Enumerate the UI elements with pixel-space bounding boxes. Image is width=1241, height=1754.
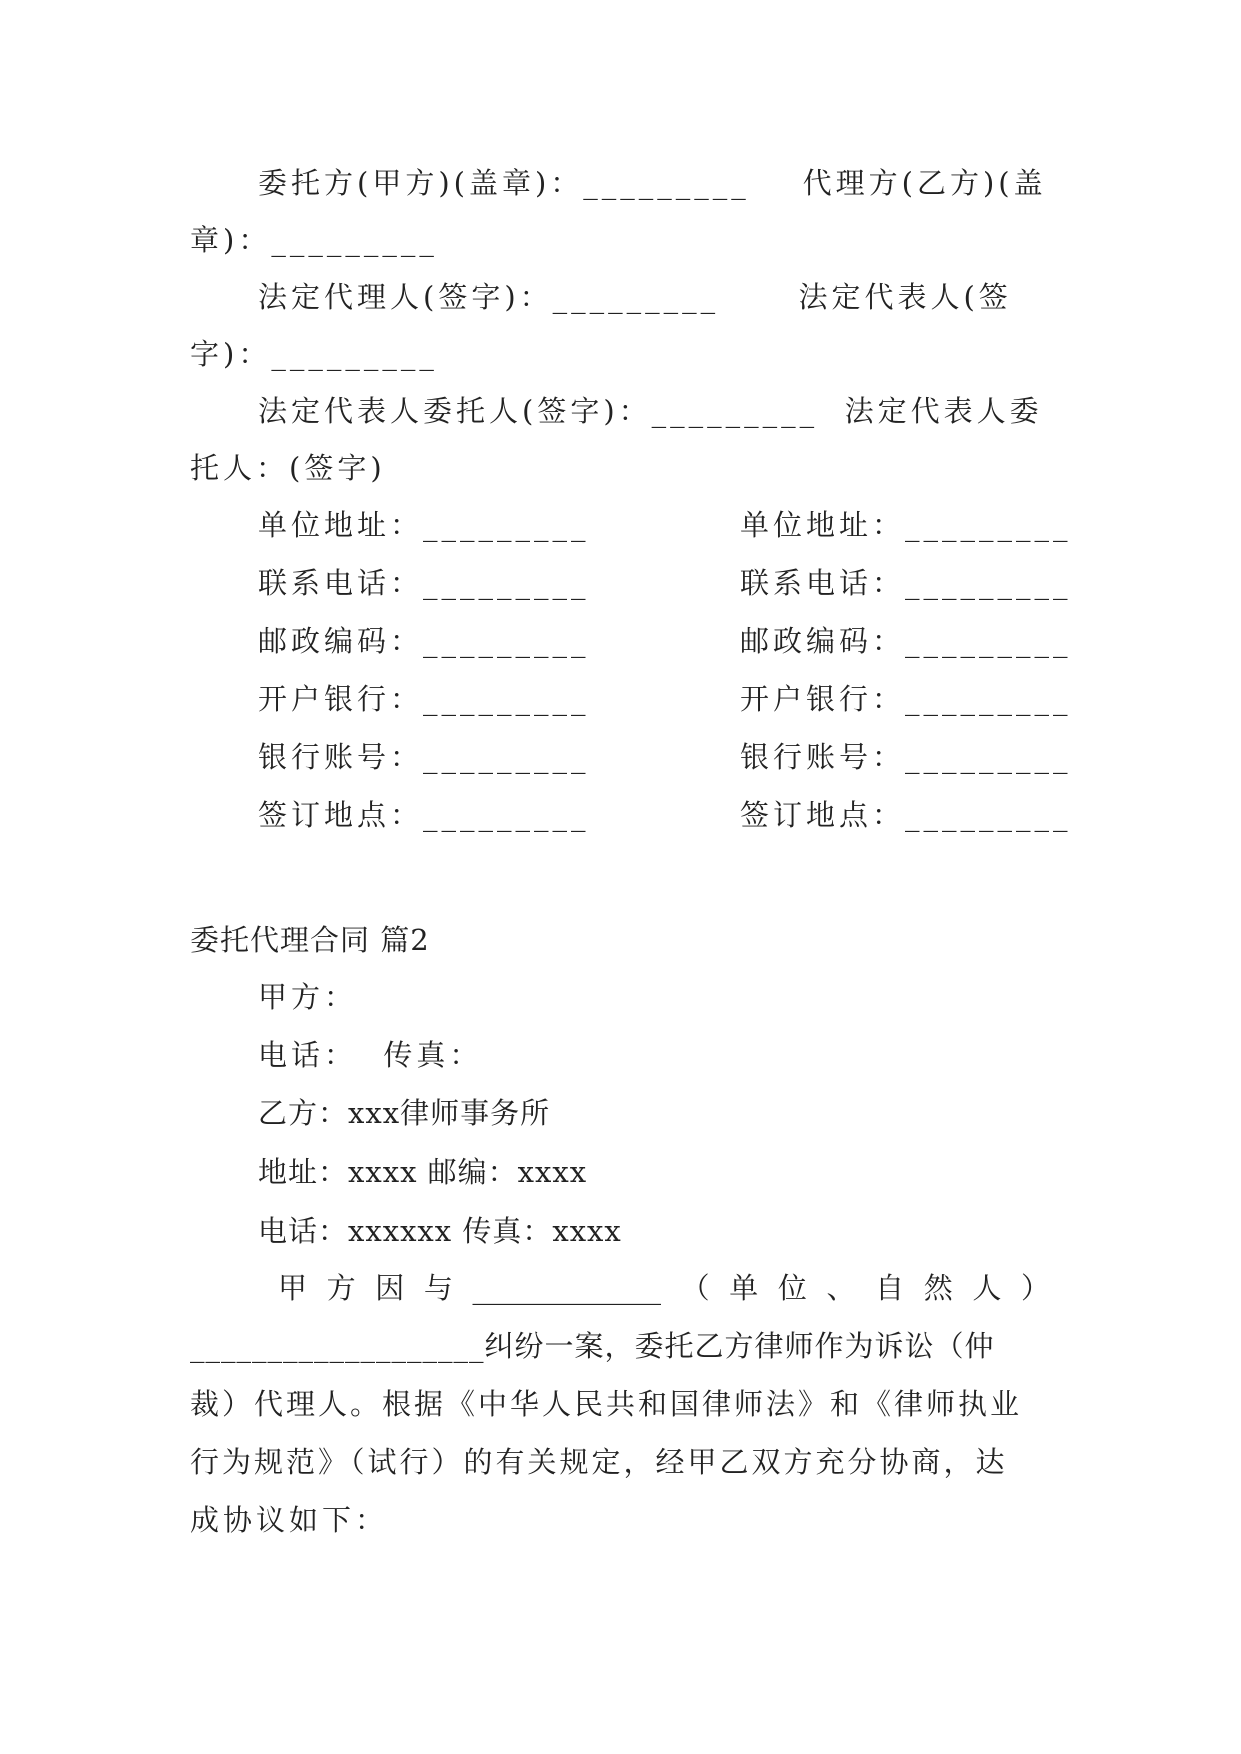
signature-line-3: 法定代表人委托人(签字)：_________ 法定代表人委 [258,394,1043,428]
field-right-phone: 联系电话：_________ [740,566,1072,600]
field-left-phone: 联系电话：_________ [258,566,590,600]
field-left-account: 银行账号：_________ [258,740,590,774]
party-a-line: 甲方： [258,980,358,1014]
field-left-address: 单位地址：_________ [258,508,590,542]
body-line-3: 裁）代理人。根据《中华人民共和国律师法》和《律师执业 [190,1387,1023,1421]
field-right-postcode: 邮政编码：_________ [740,624,1072,658]
field-left-place: 签订地点：_________ [258,798,590,832]
body-line-4: 行为规范》（试行）的有关规定，经甲乙双方充分协商，达 [190,1445,1008,1479]
field-right-bank: 开户银行：_________ [740,682,1072,716]
field-right-address: 单位地址：_________ [740,508,1072,542]
phone-fax-line: 电话： 传真： [258,1038,483,1072]
address-line: 地址：xxxx 邮编：xxxx [258,1155,588,1189]
signature-line-3-cont: 托人：(签字) [190,451,386,485]
signature-line-1: 委托方(甲方)(盖章)：_________ 代理方(乙方)(盖 [258,166,1047,200]
party-b-line: 乙方：xxx律师事务所 [258,1096,551,1130]
signature-line-2-cont: 字)：_________ [190,337,438,371]
body-line-2: ___________________纠纷一案，委托乙方律师作为诉讼（仲 [190,1329,995,1363]
signature-line-2: 法定代理人(签字)：_________ 法定代表人(签 [258,280,1012,314]
field-right-account: 银行账号：_________ [740,740,1072,774]
body-line-1: 甲方因与_____________（单位、自然人） [278,1271,1050,1305]
field-right-place: 签订地点：_________ [740,798,1072,832]
field-left-postcode: 邮政编码：_________ [258,624,590,658]
section-heading: 委托代理合同 篇2 [190,923,430,957]
signature-line-1-cont: 章)：_________ [190,223,438,257]
body-line-5: 成协议如下： [190,1503,389,1537]
field-left-bank: 开户银行：_________ [258,682,590,716]
phone-fax-b-line: 电话：xxxxxx 传真：xxxx [258,1214,622,1248]
